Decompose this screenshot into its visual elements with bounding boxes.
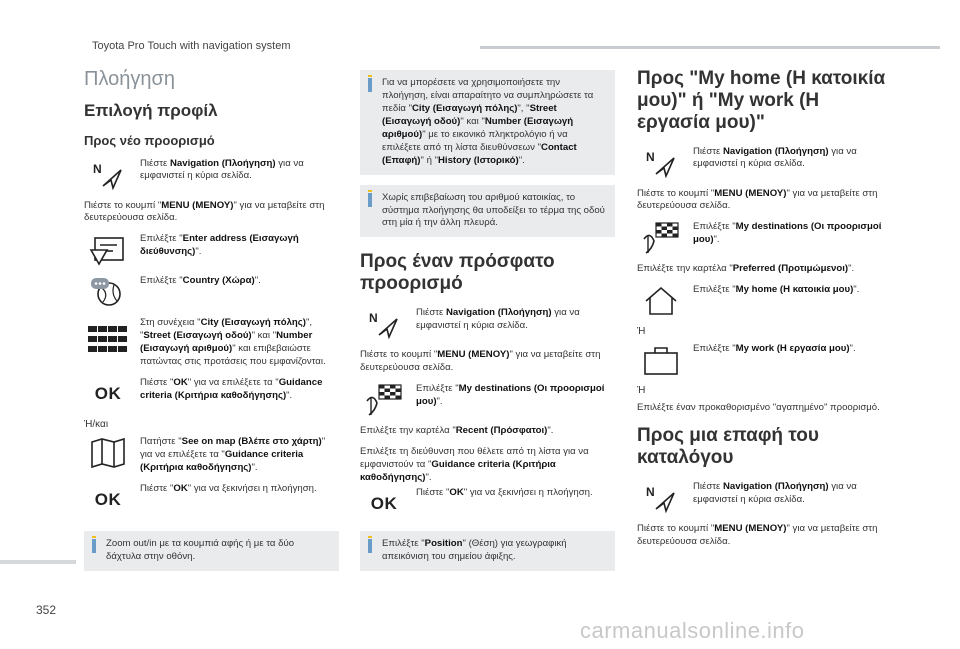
destinations-flag-icon — [641, 221, 681, 255]
note-zoom: Zoom out/in με τα κουμπιά αφής ή με τα δύο δάχτυλα στην οθόνη. — [84, 531, 339, 571]
step-navigation: N Πιέστε Navigation (Πλοήγηση) για να εμφανιστεί η κύρια σελίδα. — [637, 146, 892, 180]
paragraph-menu: Πιέστε το κουμπί "MENU (ΜΕΝΟΥ)" για να μεταβείτε στη δευτερεύουσα σελίδα. — [360, 349, 601, 373]
paragraph-preferred-tab: Επιλέξτε την καρτέλα "Preferred (Προτιμώμενοι)". — [637, 263, 855, 275]
info-marker-icon — [368, 78, 372, 92]
heading-new-destination: Προς νέο προορισμό — [84, 132, 215, 148]
heading-contact: Προς μια επαφή του καταλόγου — [637, 425, 819, 469]
running-header: Toyota Pro Touch with navigation system — [92, 40, 291, 52]
navigation-arrow-icon — [364, 307, 404, 341]
briefcase-icon — [641, 343, 681, 377]
paragraph-menu: Πιέστε το κουμπί "MENU (ΜΕΝΟΥ)" για να μεταβείτε στη δευτερεύουσα σελίδα. — [84, 199, 325, 224]
header-rule — [480, 46, 940, 49]
page-band — [0, 560, 76, 564]
paragraph-menu: Πιέστε το κουμπί "MENU (ΜΕΝΟΥ)" για να μεταβείτε στη δευτερεύουσα σελίδα. — [637, 187, 878, 212]
destinations-flag-icon — [364, 383, 404, 417]
heading-home-work: Προς "My home (Η κατοικία μου)" ή "My work (Η εργασία μου)" — [637, 68, 886, 133]
or-label: Ή — [637, 385, 646, 397]
note-required-fields: Για να μπορέσετε να χρησιμοποιήσετε την πλοήγηση, είναι απαραίτητο να συμπληρώσετε τα πεδία "City (Εισαγωγή πόλης)", "Street (Εισαγωγή οδού)" και "Number (Εισαγωγή αριθμού)" με το εικονικό πληκτρολόγιο ή να επιλέξετε από τη λίστα διευθύνσεων "Contact (Επαφή)" ή "History (Ιστορικό)". — [360, 70, 615, 175]
or-label: Ή/και — [84, 419, 109, 431]
step-enter-address: Επιλέξτε "Enter address (Εισαγωγή διεύθυνσης)". — [84, 233, 339, 267]
map-icon — [88, 436, 128, 470]
step-my-home: Επιλέξτε "My home (Η κατοικία μου)". — [637, 284, 892, 318]
address-entry-icon — [88, 233, 128, 267]
paragraph-menu: Πιέστε το κουμπί "MENU (ΜΕΝΟΥ)" για να μεταβείτε στη δευτερεύουσα σελίδα. — [637, 522, 878, 547]
column-1 — [84, 60, 339, 581]
ok-button-icon: OK — [370, 493, 398, 513]
ok-button-icon: OK — [94, 489, 122, 509]
navigation-arrow-icon — [641, 146, 681, 180]
home-icon — [641, 284, 681, 318]
ok-button-icon: OK — [94, 384, 122, 404]
step-my-destinations: Επιλέξτε "My destinations (Οι προορισμοί μου)". — [637, 221, 892, 255]
paragraph-select-address: Επιλέξτε τη διεύθυνση που θέλετε από τη λίστα για να εμφανιστούν τα "Guidance criteria (Κριτήρια καθοδήγησης)". — [360, 445, 589, 483]
step-ok-start: OK Πιέστε "OK" για να ξεκινήσει η πλοήγηση. — [84, 483, 339, 517]
svg-text:N: N — [646, 484, 655, 499]
column-3 — [637, 68, 892, 557]
svg-text:N: N — [93, 161, 102, 176]
heading-select-profile: Επιλογή προφίλ — [84, 101, 218, 120]
svg-text:N: N — [646, 149, 655, 164]
info-marker-icon — [368, 539, 372, 553]
page-number: 352 — [36, 603, 57, 617]
step-my-work: Επιλέξτε "My work (Η εργασία μου)". — [637, 343, 892, 377]
navigation-arrow-icon — [641, 481, 681, 515]
heading-recent-destination: Προς έναν πρόσφατο προορισμό — [360, 251, 555, 295]
info-marker-icon — [368, 193, 372, 207]
or-label: Ή — [637, 326, 646, 338]
info-marker-icon — [92, 539, 96, 553]
step-country: Επιλέξτε "Country (Χώρα)". — [84, 275, 339, 309]
svg-text:N: N — [369, 311, 378, 326]
step-city-street-number: Στη συνέχεια "City (Εισαγωγή πόλης)", "Street (Εισαγωγή οδού)" και "Number (Εισαγωγή αριθμού)" και επιβεβαιώστε πατώντας στις προτάσεις που εμφανίζονται. — [84, 317, 339, 369]
step-navigation: N Πιέστε Navigation (Πλοήγηση) για να εμφανιστεί η κύρια σελίδα. — [637, 481, 892, 515]
step-my-destinations: Επιλέξτε "My destinations (Οι προορισμοί μου)". — [360, 383, 615, 417]
watermark: carmanualsonline.info — [580, 618, 805, 643]
section-title: Πλοήγηση — [84, 68, 175, 90]
note-position: Επιλέξτε "Position" (Θέση) για γεωγραφική απεικόνιση του σημείου άφιξης. — [360, 531, 615, 571]
navigation-arrow-icon — [88, 158, 128, 192]
country-globe-icon — [88, 275, 128, 309]
step-navigation: N Πιέστε Navigation (Πλοήγηση) για να εμφανιστεί η κύρια σελίδα. — [84, 158, 339, 192]
paragraph-recent-tab: Επιλέξτε την καρτέλα "Recent (Πρόσφατοι)". — [360, 424, 554, 436]
step-ok-start: OK Πιέστε "OK" για να ξεκινήσει η πλοήγηση. — [360, 487, 615, 521]
paragraph-favourite: Επιλέξτε έναν προκαθορισμένο "αγαπημένο" προορισμό. — [637, 402, 880, 414]
keyboard-grid-icon — [88, 317, 128, 361]
column-2 — [360, 70, 615, 581]
step-ok-guidance: OK Πιέστε "OK" για να επιλέξετε τα "Guidance criteria (Κριτήρια καθοδήγησης)". — [84, 377, 339, 411]
note-house-number: Χωρίς επιβεβαίωση του αριθμού κατοικίας, το σύστημα πλοήγησης θα υποδείξει το τέρμα της οδού στη μία ή την άλλη πλευρά. — [360, 185, 615, 238]
step-navigation: N Πιέστε Navigation (Πλοήγηση) για να εμφανιστεί η κύρια σελίδα. — [360, 307, 615, 341]
step-see-on-map: Πατήστε "See on map (Βλέπε στο χάρτη)" για να επιλέξετε τα "Guidance criteria (Κριτήρια καθοδήγησης)". — [84, 436, 339, 475]
